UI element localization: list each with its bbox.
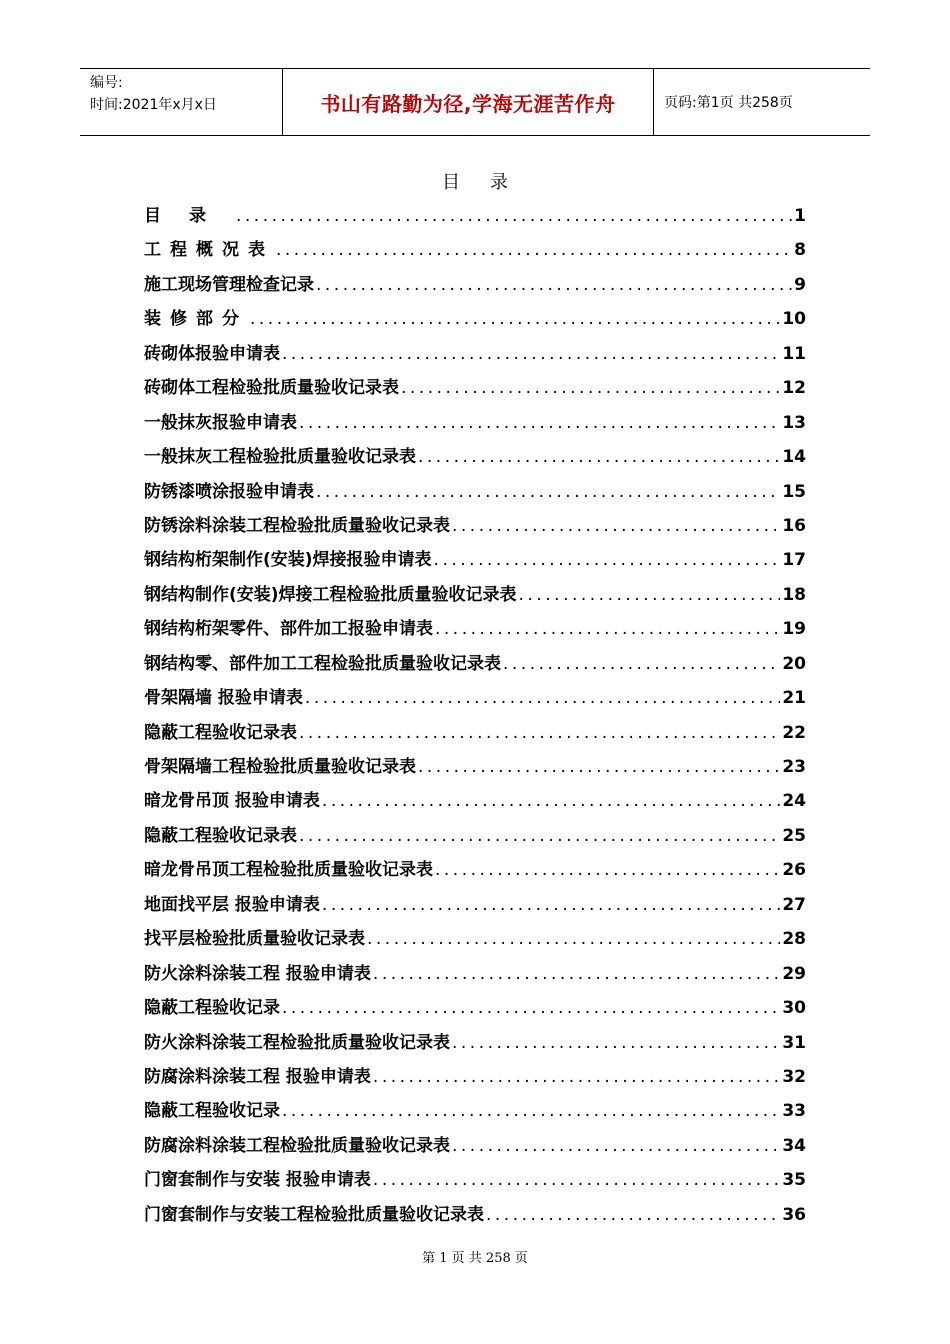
toc-entry-page: 9 bbox=[794, 274, 806, 295]
toc-entry[interactable] bbox=[144, 750, 806, 784]
toc-leader-dots bbox=[282, 991, 780, 1025]
toc-leader-dots bbox=[435, 612, 780, 646]
toc-entry-page: 26 bbox=[782, 860, 806, 881]
toc-entry-page: 27 bbox=[782, 894, 806, 915]
header-motto: 书山有路勤为径,学海无涯苦作舟 bbox=[282, 69, 654, 135]
toc-leader-dots bbox=[322, 888, 780, 922]
toc-entry[interactable] bbox=[144, 819, 806, 853]
toc-entry-label: 防锈漆喷涂报验申请表 bbox=[144, 481, 314, 502]
toc-entry[interactable] bbox=[144, 1026, 806, 1060]
toc-entry[interactable] bbox=[144, 991, 806, 1025]
toc-entry-label: 隐蔽工程验收记录 bbox=[144, 998, 280, 1019]
toc-leader-dots bbox=[373, 957, 780, 991]
toc-entry-label: 门窗套制作与安装工程检验批质量验收记录表 bbox=[144, 1204, 484, 1225]
toc-entry-label: 钢结构桁架零件、部件加工报验申请表 bbox=[144, 619, 433, 640]
toc-entry-page: 21 bbox=[782, 688, 806, 709]
toc-entry-page: 10 bbox=[782, 309, 806, 330]
toc-entry[interactable] bbox=[144, 957, 806, 991]
toc-leader-dots bbox=[236, 199, 792, 233]
toc-entry-page: 14 bbox=[782, 447, 806, 468]
toc-entry-label: 一般抹灰报验申请表 bbox=[144, 412, 297, 433]
toc-leader-dots bbox=[299, 406, 780, 440]
toc-entry[interactable] bbox=[144, 302, 806, 336]
toc-entry-page: 18 bbox=[782, 584, 806, 605]
toc-leader-dots bbox=[401, 371, 780, 405]
toc-entry-page: 8 bbox=[794, 240, 806, 261]
toc-entry-label: 砖砌体报验申请表 bbox=[144, 343, 280, 364]
toc-entry[interactable] bbox=[144, 475, 806, 509]
toc-entry-page: 35 bbox=[782, 1170, 806, 1191]
toc-entry-label: 目录 bbox=[144, 206, 234, 226]
page-footer: 第 1 页 共 258 页 bbox=[422, 1251, 528, 1266]
toc-entry-label: 隐蔽工程验收记录表 bbox=[144, 825, 297, 846]
toc-entry[interactable] bbox=[144, 716, 806, 750]
toc-entry[interactable] bbox=[144, 509, 806, 543]
toc-leader-dots bbox=[282, 1094, 780, 1128]
toc-entry[interactable] bbox=[144, 853, 806, 887]
toc-leader-dots bbox=[316, 475, 780, 509]
toc-leader-dots bbox=[373, 1060, 780, 1094]
toc-entry-label: 砖砌体工程检验批质量验收记录表 bbox=[144, 378, 399, 399]
toc-entry-label: 钢结构制作(安装)焊接工程检验批质量验收记录表 bbox=[144, 584, 517, 605]
toc-entry-label: 装修部分 bbox=[144, 309, 248, 330]
toc-entry-label: 隐蔽工程验收记录表 bbox=[144, 722, 297, 743]
toc-leader-dots bbox=[299, 716, 780, 750]
toc-entry-label: 地面找平层 报验申请表 bbox=[144, 894, 320, 915]
toc-entry[interactable] bbox=[144, 612, 806, 646]
toc-entry[interactable] bbox=[144, 1060, 806, 1094]
toc-leader-dots bbox=[435, 853, 780, 887]
toc-leader-dots bbox=[367, 922, 780, 956]
toc-entry-label: 防腐涂料涂装工程检验批质量验收记录表 bbox=[144, 1135, 450, 1156]
toc-entry-page: 29 bbox=[782, 963, 806, 984]
toc-entry[interactable] bbox=[144, 1163, 806, 1197]
toc-leader-dots bbox=[299, 819, 780, 853]
toc-entry-label: 找平层检验批质量验收记录表 bbox=[144, 929, 365, 950]
toc-entry-page: 1 bbox=[794, 206, 806, 226]
toc-leader-dots bbox=[452, 1026, 780, 1060]
toc-entry-page: 19 bbox=[782, 619, 806, 640]
toc-entry[interactable] bbox=[144, 337, 806, 371]
toc-entry-label: 防火涂料涂装工程检验批质量验收记录表 bbox=[144, 1032, 450, 1053]
toc-entry-label: 门窗套制作与安装 报验申请表 bbox=[144, 1170, 371, 1191]
toc-entry[interactable] bbox=[144, 199, 806, 233]
toc-entry[interactable] bbox=[144, 371, 806, 405]
toc-entry[interactable] bbox=[144, 543, 806, 577]
toc-leader-dots bbox=[276, 233, 792, 267]
toc-leader-dots bbox=[305, 681, 780, 715]
toc-entry-label: 暗龙骨吊顶工程检验批质量验收记录表 bbox=[144, 860, 433, 881]
toc-entry[interactable] bbox=[144, 406, 806, 440]
toc-entry-label: 工程概况表 bbox=[144, 240, 274, 261]
toc-leader-dots bbox=[316, 268, 792, 302]
toc-entry-label: 防腐涂料涂装工程 报验申请表 bbox=[144, 1066, 371, 1087]
document-header bbox=[80, 68, 870, 136]
toc-entry[interactable] bbox=[144, 681, 806, 715]
toc-entry-page: 17 bbox=[782, 550, 806, 571]
toc-entry[interactable] bbox=[144, 922, 806, 956]
toc-entry-label: 钢结构桁架制作(安装)焊接报验申请表 bbox=[144, 550, 432, 571]
toc-entry[interactable] bbox=[144, 647, 806, 681]
toc-entry-page: 22 bbox=[782, 722, 806, 743]
toc-leader-dots bbox=[452, 509, 780, 543]
header-page-info: 页码:第1页 共258页 bbox=[664, 95, 793, 111]
document-date: 时间:2021年x月x日 bbox=[90, 97, 217, 113]
toc-leader-dots bbox=[282, 337, 780, 371]
toc-entry-label: 隐蔽工程验收记录 bbox=[144, 1101, 280, 1122]
toc-leader-dots bbox=[322, 784, 780, 818]
toc-entry[interactable] bbox=[144, 268, 806, 302]
toc-entry-label: 一般抹灰工程检验批质量验收记录表 bbox=[144, 447, 416, 468]
toc-entry[interactable] bbox=[144, 1129, 806, 1163]
toc-entry[interactable] bbox=[144, 233, 806, 267]
toc-entry-page: 13 bbox=[782, 412, 806, 433]
toc-leader-dots bbox=[452, 1129, 780, 1163]
toc-entry-label: 施工现场管理检查记录 bbox=[144, 274, 314, 295]
toc-entry-label: 防锈涂料涂装工程检验批质量验收记录表 bbox=[144, 515, 450, 536]
toc-entry-label: 防火涂料涂装工程 报验申请表 bbox=[144, 963, 371, 984]
toc-leader-dots bbox=[250, 302, 780, 336]
document-code: 编号: bbox=[90, 75, 123, 91]
toc-entry-page: 11 bbox=[782, 343, 806, 364]
toc-entry-label: 骨架隔墙 报验申请表 bbox=[144, 688, 303, 709]
toc-entry-page: 12 bbox=[782, 378, 806, 399]
toc-leader-dots bbox=[519, 578, 781, 612]
toc-entry-page: 36 bbox=[782, 1204, 806, 1225]
toc-entry[interactable] bbox=[144, 440, 806, 474]
toc-leader-dots bbox=[503, 647, 780, 681]
toc-leader-dots bbox=[486, 1198, 780, 1232]
toc-entry-page: 16 bbox=[782, 515, 806, 536]
toc-entry-page: 34 bbox=[782, 1135, 806, 1156]
toc-leader-dots bbox=[373, 1163, 780, 1197]
toc-leader-dots bbox=[418, 750, 780, 784]
toc-entry[interactable] bbox=[144, 784, 806, 818]
toc-entry-label: 钢结构零、部件加工工程检验批质量验收记录表 bbox=[144, 653, 501, 674]
toc-entry-label: 骨架隔墙工程检验批质量验收记录表 bbox=[144, 757, 416, 777]
toc-leader-dots bbox=[418, 440, 780, 474]
toc-entry-page: 25 bbox=[782, 825, 806, 846]
toc-entry-page: 31 bbox=[782, 1032, 806, 1053]
toc-entry[interactable] bbox=[144, 1198, 806, 1232]
toc-entry-page: 20 bbox=[782, 653, 806, 674]
header-meta bbox=[80, 69, 282, 135]
toc-entry-page: 24 bbox=[782, 791, 806, 812]
toc-entry-page: 28 bbox=[782, 929, 806, 950]
toc-entry-page: 15 bbox=[782, 481, 806, 502]
toc-entry-page: 33 bbox=[782, 1101, 806, 1122]
toc-leader-dots bbox=[434, 543, 781, 577]
toc-entry[interactable] bbox=[144, 888, 806, 922]
toc-entry[interactable] bbox=[144, 578, 806, 612]
table-of-contents bbox=[144, 199, 806, 1232]
toc-title: 目录 bbox=[442, 172, 538, 193]
toc-entry-page: 32 bbox=[782, 1066, 806, 1087]
toc-entry-page: 30 bbox=[782, 998, 806, 1019]
toc-entry-page: 23 bbox=[782, 757, 806, 777]
toc-entry-label: 暗龙骨吊顶 报验申请表 bbox=[144, 791, 320, 812]
toc-entry[interactable] bbox=[144, 1094, 806, 1128]
